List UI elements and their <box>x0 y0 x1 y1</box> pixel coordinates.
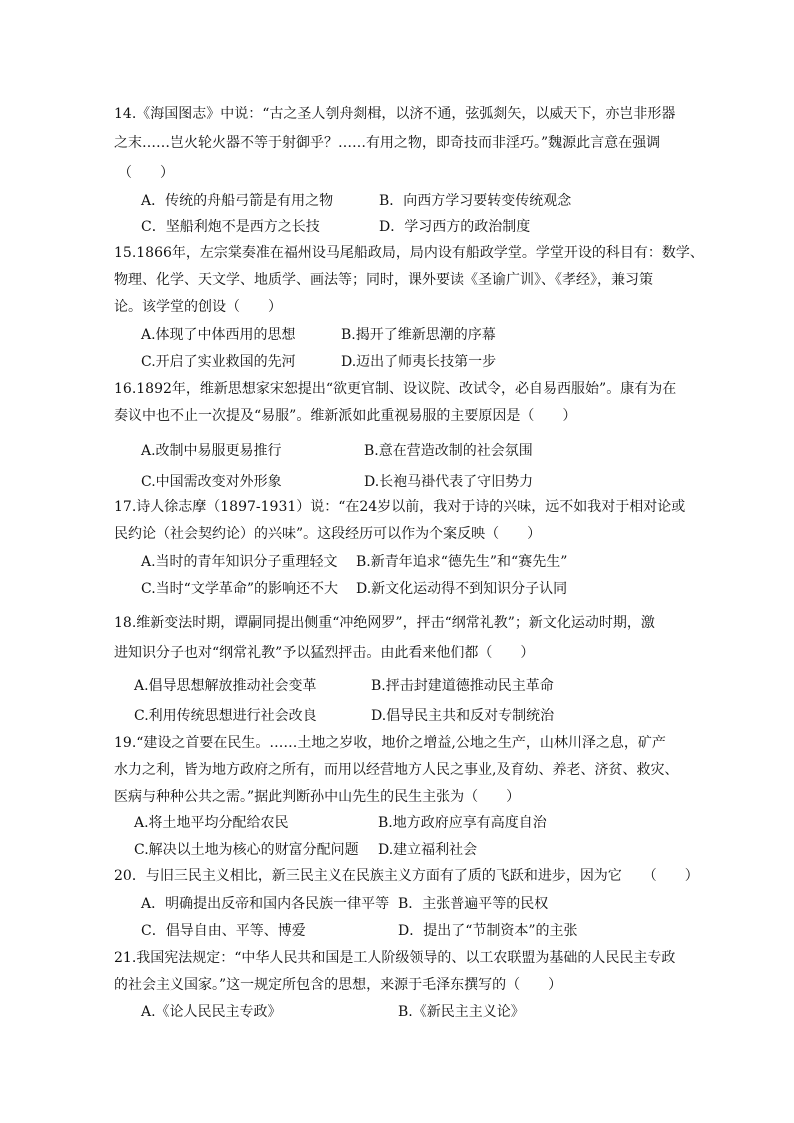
question-17-option-c: C.当时“文学革命”的影响还不大 <box>141 581 338 597</box>
question-20-stem-line-1: 20．与旧三民主义相比，新三民主义在民族主义方面有了质的飞跃和进步，因为它 （ ） <box>114 868 699 884</box>
question-20-option-c: C．倡导自由、平等、博爱 <box>141 923 306 939</box>
question-14-stem-line-2: 之末……岂火轮火器不等于射御乎？……有用之物，即奇技而非淫巧。”魏源此言意在强调 <box>114 135 661 151</box>
question-18-option-b: B.抨击封建道德推动民主革命 <box>371 678 554 694</box>
question-14-option-a: A．传统的舟船弓箭是有用之物 <box>141 193 334 209</box>
question-18-option-a: A.倡导思想解放推动社会变革 <box>134 678 317 694</box>
question-21-option-a: A.《论人民民主专政》 <box>141 1004 282 1020</box>
question-17-option-a: A.当时的青年知识分子重理轻文 <box>141 554 338 570</box>
question-19-option-a: A.将土地平均分配给农民 <box>134 815 289 831</box>
question-14-option-b: B．向西方学习要转变传统观念 <box>379 193 572 209</box>
question-19-stem-line-2: 水力之利，皆为地方政府之所有，而用以经营地方人民之事业,及育幼、养老、济贫、救灾、 <box>114 762 679 778</box>
question-14-answer-blank: （ ） <box>118 165 174 181</box>
question-20-option-d: D．提出了“节制资本”的主张 <box>398 923 578 939</box>
question-17-option-b: B.新青年追求“德先生”和“赛先生” <box>356 554 568 570</box>
question-14-option-c: C．坚船利炮不是西方之长技 <box>141 219 320 235</box>
question-16-stem-line-1: 16.1892年，维新思想家宋恕提出“欲更官制、设议院、改试令，必自易西服始”。康有为在 <box>114 381 677 397</box>
question-19-option-b: B.地方政府应享有高度自治 <box>378 815 547 831</box>
question-21-stem-line-1: 21.我国宪法规定：“中华人民共和国是工人阶级领导的、以工农联盟为基础的人民民主专政 <box>114 950 676 966</box>
question-17-option-d: D.新文化运动得不到知识分子认同 <box>356 581 568 597</box>
question-15-stem-line-3: 论。该学堂的创设（ ） <box>114 299 282 315</box>
question-18-stem-line-2: 进知识分子也对“纲常礼教”予以猛烈抨击。由此看来他们都（ ） <box>114 645 535 661</box>
question-18-option-d: D.倡导民主共和反对专制统治 <box>371 708 555 724</box>
question-15-option-a: A.体现了中体西用的思想 <box>141 327 296 343</box>
question-19-stem-line-1: 19.“建设之首要在民生。……土地之岁收，地价之增益,公地之生产，山林川泽之息，矿产 <box>114 735 666 751</box>
question-20-option-b: B．主张普遍平等的民权 <box>398 896 549 912</box>
question-19-option-d: D.建立福利社会 <box>378 842 478 858</box>
question-18-option-c: C.利用传统思想进行社会改良 <box>134 708 317 724</box>
question-21-option-b: B.《新民主主义论》 <box>398 1004 525 1020</box>
question-16-stem-line-2: 奏议中也不止一次提及“易服”。维新派如此重视易服的主要原因是（ ） <box>114 408 577 424</box>
question-15-option-b: B.揭开了维新思潮的序幕 <box>341 327 496 343</box>
question-16-option-a: A.改制中易服更易推行 <box>141 443 282 459</box>
question-16-option-d: D.长袍马褂代表了守旧势力 <box>364 474 534 490</box>
question-19-stem-line-3: 医病与种种公共之需。”据此判断孙中山先生的民生主张为（ ） <box>114 789 521 805</box>
question-14-option-d: D．学习西方的政治制度 <box>379 219 531 235</box>
question-15-option-c: C.开启了实业救国的先河 <box>141 354 296 370</box>
question-14-stem-line-1: 14.《海国图志》中说：“古之圣人刳舟剡楫，以济不通，弦弧剡矢，以威天下，亦岂非形器 <box>114 106 676 122</box>
question-19-option-c: C.解决以土地为核心的财富分配问题 <box>134 842 359 858</box>
question-16-option-c: C.中国需改变对外形象 <box>141 474 282 490</box>
question-15-stem-line-2: 物理、化学、天文学、地质学、画法等；同时，课外要读《圣谕广训》、《孝经》，兼习策 <box>114 272 653 288</box>
question-18-stem-line-1: 18.维新变法时期，谭嗣同提出侧重“冲绝网罗”，抨击“纲常礼教”；新文化运动时期，激 <box>114 615 655 631</box>
question-20-option-a: A．明确提出反帝和国内各民族一律平等 <box>141 896 390 912</box>
question-16-option-b: B.意在营造改制的社会氛围 <box>364 443 533 459</box>
question-17-stem-line-2: 民约论（社会契约论）的兴味”。这段经历可以作为个案反映（ ） <box>114 526 542 542</box>
question-21-stem-line-2: 的社会主义国家。”这一规定所包含的思想，来源于毛泽东撰写的（ ） <box>114 977 563 993</box>
question-15-stem-line-1: 15.1866年，左宗棠奏准在福州设马尾船政局，局内设有船政学堂。学堂开设的科目有：数学、 <box>114 245 704 261</box>
question-15-option-d: D.迈出了师夷长技第一步 <box>341 354 497 370</box>
question-17-stem-line-1: 17.诗人徐志摩（1897-1931）说：“在24岁以前，我对于诗的兴味，远不如我对于相对论或 <box>114 499 686 515</box>
